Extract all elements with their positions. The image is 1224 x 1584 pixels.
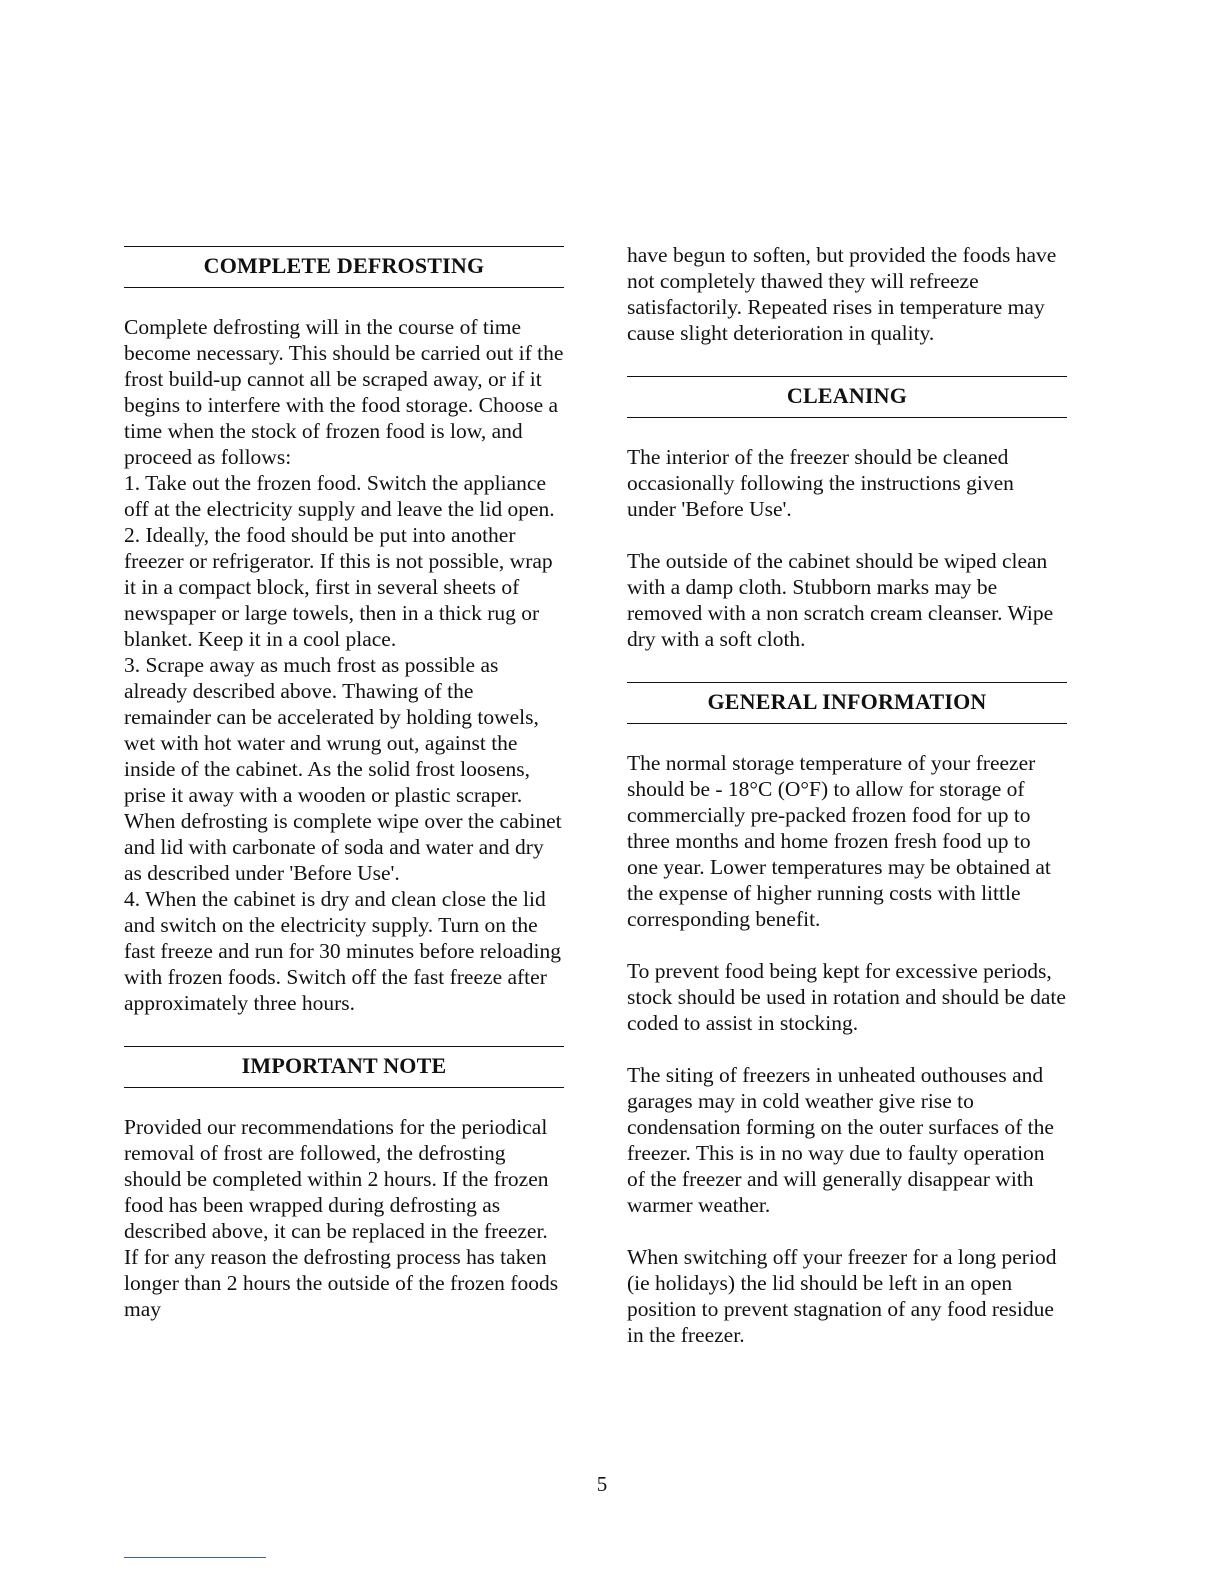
continued-text: have begun to soften, but provided the foods have not completely thawed they will refreeze satisfactorily. Repeated rises in temperature may cause slight deterioration in quality. [627, 243, 1057, 345]
cleaning-heading: CLEANING [627, 376, 1067, 418]
right-column [627, 242, 1067, 1348]
important-note-heading: IMPORTANT NOTE [124, 1046, 564, 1088]
important-note-text: Provided our recommendations for the periodical removal of frost are followed, the defrosting should be completed within 2 hours. If the frozen food has been wrapped during defrosting as described above, it can be replaced in the freezer. If for any reason the defrosting process has taken longer than 2 hours the outside of the frozen foods may [124, 1115, 559, 1321]
general-paragraph-2: To prevent food being kept for excessive periods, stock should be used in rotation and should be date coded to assist in stocking. [627, 959, 1066, 1035]
page-number: 5 [596, 1472, 608, 1496]
general-paragraph-1: The normal storage temperature of your freezer should be - 18°C (O°F) to allow for storage of commercially pre-packed frozen food for up to three months and home frozen fresh food up to one year. Lower temperatures may be obtained at the expense of higher running costs with little corresponding benefit. [627, 751, 1051, 931]
defrost-step-1: 1. Take out the frozen food. Switch the appliance off at the electricity supply and leave the lid open. [124, 471, 555, 521]
defrost-step-3: 3. Scrape away as much frost as possible as already described above. Thawing of the remainder can be accelerated by holding towels, wet with hot water and wrung out, against the inside of the cabinet. As the solid frost loosens, prise it away with a wooden or plastic scraper. When defrosting is complete wipe over the cabinet and lid with carbonate of soda and water and dry as described under 'Before Use'. [124, 653, 562, 885]
cleaning-paragraph-1: The interior of the freezer should be cleaned occasionally following the instructions given under 'Before Use'. [627, 445, 1014, 521]
defrost-intro: Complete defrosting will in the course of time become necessary. This should be carried out if the frost build-up cannot all be scraped away, or if it begins to interfere with the food storage. Choose a time when the stock of frozen food is low, and proceed as follows: [124, 315, 564, 469]
general-paragraph-3: The siting of freezers in unheated outhouses and garages may in cold weather give rise to condensation forming on the outer surfaces of the freezer. This is in no way due to faulty operation of the freezer and will generally disappear with warmer weather. [627, 1063, 1054, 1217]
complete-defrosting-heading: COMPLETE DEFROSTING [124, 246, 564, 288]
left-column [124, 246, 564, 1322]
general-paragraph-4: When switching off your freezer for a long period (ie holidays) the lid should be left in an open position to prevent stagnation of any food residue in the freezer. [627, 1245, 1057, 1347]
general-information-heading: GENERAL INFORMATION [627, 682, 1067, 724]
defrost-step-4: 4. When the cabinet is dry and clean close the lid and switch on the electricity supply. Turn on the fast freeze and run for 30 minutes before reloading with frozen foods. Switch off the fast freeze after approximately three hours. [124, 887, 561, 1015]
footer-rule [124, 1557, 266, 1558]
cleaning-paragraph-2: The outside of the cabinet should be wiped clean with a damp cloth. Stubborn marks may be removed with a non scratch cream cleanser. Wipe dry with a soft cloth. [627, 549, 1054, 651]
defrost-step-2: 2. Ideally, the food should be put into another freezer or refrigerator. If this is not possible, wrap it in a compact block, first in several sheets of newspaper or large towels, then in a thick rug or blanket. Keep it in a cool place. [124, 523, 553, 651]
